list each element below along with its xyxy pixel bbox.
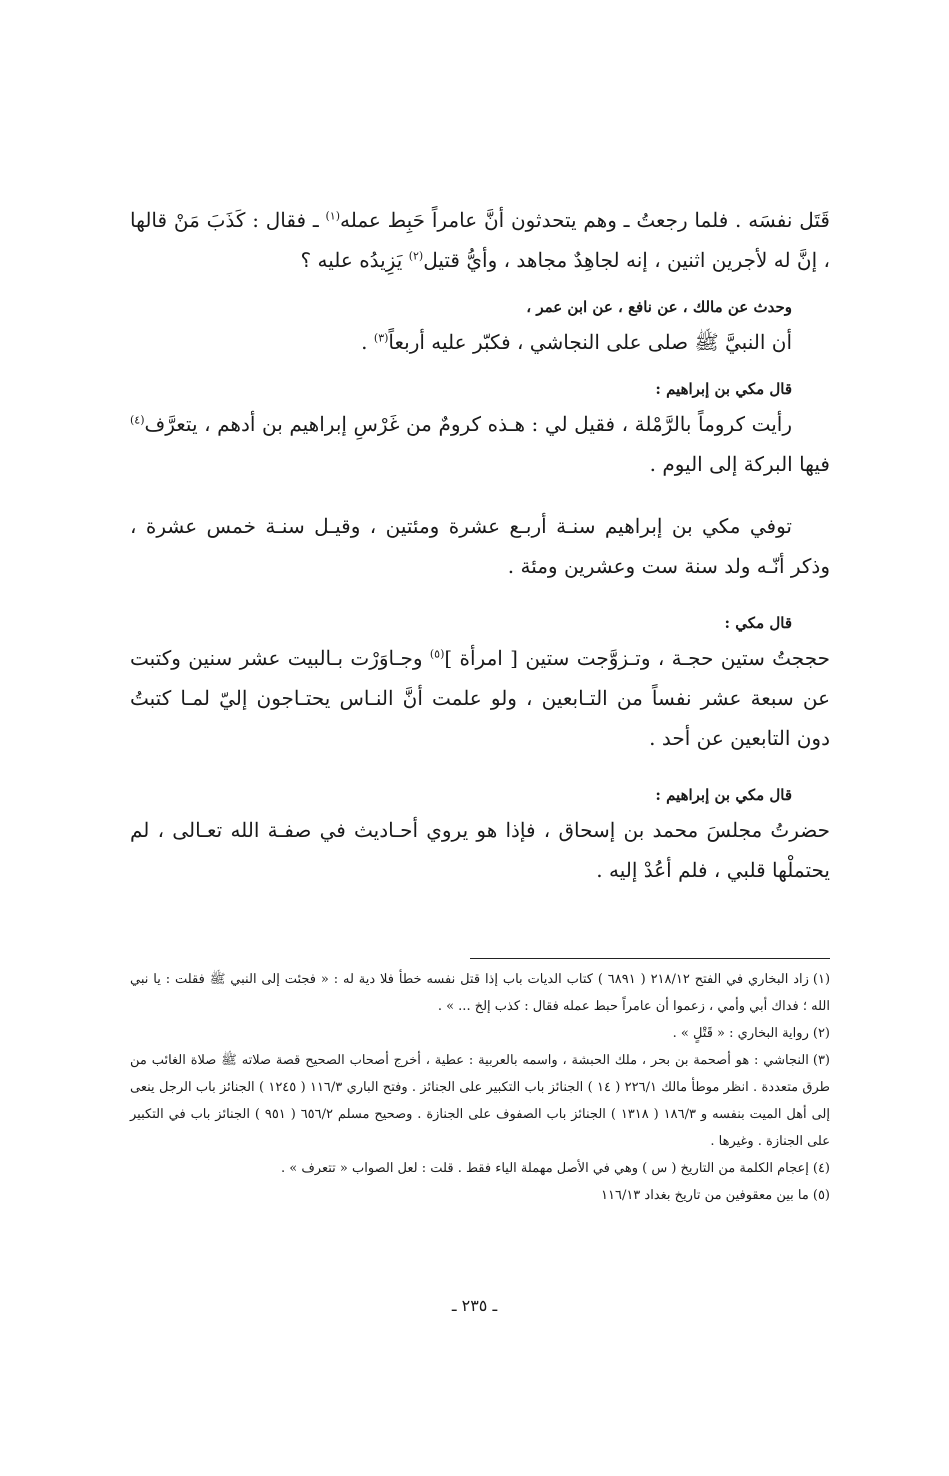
paragraph-5-text: حججتُ ستين حجـة ، وتـزوَّجت ستين [ امرأة ] [444,646,830,670]
narration-heading-3: قال مكي : [724,614,792,632]
paragraph-1 [130,200,830,280]
footnotes [130,966,830,1209]
footnote-3 [130,1047,830,1155]
paragraph-1-text-cont: ـ فقال : كَذَبَ مَنْ قالها ، إنَّ له لأجرين اثنين ، إنه لجاهِدٌ مجاهد ، وأيُّ قتيل [130,208,830,272]
paragraph-3-text: رأيت كروماً بالرَّمْلة ، فقيل لي : هـذه كرومٌ من غَرْسِ إبراهيم بن أدهم ، يتعرَّف [144,412,792,436]
paragraph-5-end: وجـاوَرْت بـالبيت عشر سنين وكتبت عن سبعة عشر نفساً من التـابعين ، ولو علمت أنَّ النـاس يحتـاجون إليّ لمـا كتبتُ دون التابعين عن أحد . [130,646,830,750]
narration-heading-4: قال مكي بن إبراهيم : [655,786,792,804]
paragraph-2-text: أن النبيَّ ﷺ صلى على النجاشي ، فكبّر عليه أربعاً [388,330,792,354]
footnote-text: ما بين معقوفين من تاريخ بغداد ١١٦/١٣ [601,1188,809,1203]
footnote-ref-3: (٣) [373,331,389,345]
footnote-number: (٥) [812,1188,830,1203]
footnote-text: زاد البخاري في الفتح ٢١٨/١٢ ( ٦٨٩١ ) كتاب الديات باب إذا قتل نفسه خطأ فلا دية له : « فجئت إلى النبي ﷺ فقلت : يا نبي الله ؛ فداك أبي وأمي ، زعموا أن عامراً حبط عمله فقال : كذب إلخ ... » . [130,972,830,1014]
footnote-number: (٣) [812,1053,830,1068]
footnote-2 [130,1020,830,1047]
footnote-ref-2: (٢) [408,249,424,263]
footnote-ref-5: (٥) [429,647,445,661]
paragraph-3 [130,404,830,484]
footnote-number: (٢) [812,1026,830,1041]
footnote-4 [130,1155,830,1182]
page-number: ـ ٢٣٥ ـ [451,1296,498,1315]
paragraph-2-end: . [361,330,374,354]
paragraph-1-end: يَزِيدُه عليه ؟ [300,248,409,272]
paragraph-1-text: قَتَل نفسَه . فلما رجعتُ ـ وهم يتحدثون أنَّ عامراً حَبِط عمله [340,208,830,232]
footnote-number: (١) [812,972,831,987]
footnote-text: النجاشي : هو أصحمة بن بحر ، ملك الحبشة ، واسمه بالعربية : عطية ، أخرج أصحاب الصحيح قصة صلاته ﷺ صلاة الغائب من طرق متعددة . انظر موطأ مالك ٢٢٦/١ ( ١٤ ) الجنائز باب التكبير على الجنائز . وفتح الباري ١١٦/٣ ( ١٢٤٥ ) الجنائز باب الرجل ينعى إلى أهل الميت بنفسه و ١٨٦/٣ ( ١٣١٨ ) الجنائز باب الصفوف على الجنازة . وصحيح مسلم ٦٥٦/٢ ( ٩٥١ ) الجنائز باب في التكبير على الجنازة . وغيرها . [130,1053,830,1149]
footnote-5 [130,1182,830,1209]
footnote-ref-4: (٤) [130,413,145,427]
footnote-separator [470,958,830,959]
narration-heading-2: قال مكي بن إبراهيم : [655,380,792,398]
footnote-text: رواية البخاري : « قَتْلٍ » . [672,1026,809,1041]
paragraph-4: توفي مكي بن إبراهيم سنـة أربـع عشرة ومئتين ، وقيـل سنـة خمس عشرة ، وذكر أنّـه ولد سنة ست وعشرين ومئة . [130,514,830,578]
footnote-number: (٤) [812,1161,830,1176]
paragraph-2 [130,322,830,362]
narration-heading-1: وحدث عن مالك ، عن نافع ، عن ابن عمر ، [526,298,792,316]
paragraph-6: حضرتُ مجلسَ محمد بن إسحاق ، فإذا هو يروي أحـاديث في صفـة الله تعـالى ، لم يحتملْها قلبي ، فلم أعُدْ إليه . [130,818,830,882]
footnote-ref-1: (١) [325,209,341,223]
footnote-text: إعجام الكلمة من التاريخ ( س ) وهي في الأصل مهملة الياء فقط . قلت : لعل الصواب « تتعرف » . [280,1161,809,1176]
paragraph-3-end: فيها البركة إلى اليوم . [649,452,830,476]
footnote-1 [130,966,830,1020]
paragraph-5 [130,638,830,758]
page-body [130,200,830,890]
